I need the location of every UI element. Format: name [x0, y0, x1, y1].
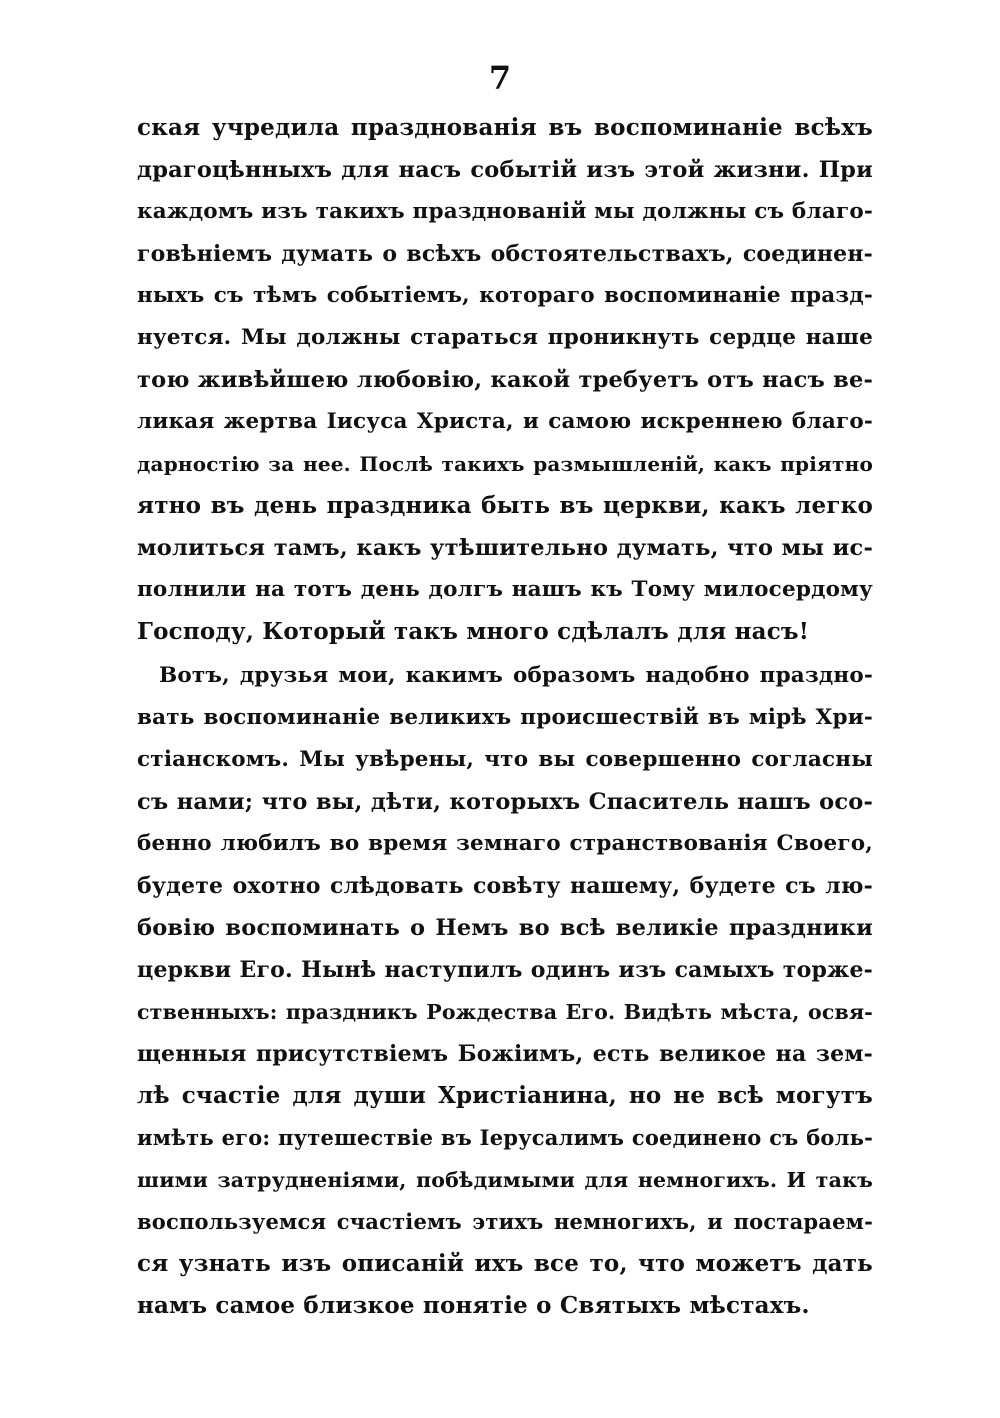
text-line: каждомъ изъ такихъ празднованій мы должны съ благо-: [137, 199, 873, 224]
text-line: драгоцѣнныхъ для насъ событій изъ этой жизни. При: [137, 157, 873, 183]
text-line: намъ самое близкое понятіе о Святыхъ мѣстахъ.: [137, 1292, 810, 1319]
text-line: ныхъ съ тѣмъ событіемъ, котораго воспоминаніе празд-: [137, 283, 873, 308]
text-line: дарностію за нее. Послѣ такихъ размышленій, какъ пріятно: [137, 452, 873, 476]
text-line: съ нами; что вы, дѣти, которыхъ Спаситель нашъ осо-: [137, 789, 873, 815]
text-line: бенно любилъ во время земнаго странствованія Своего,: [137, 831, 873, 856]
text-line: лѣ счастіе для души Христіанина, но не всѣ могутъ: [137, 1082, 873, 1109]
text-line: ликая жертва Іисуса Христа, и самою искреннею благо-: [137, 409, 873, 434]
text-line: шими затрудненіями, побѣдимыми для немногихъ. И такъ: [137, 1168, 873, 1192]
body-text: [137, 107, 873, 1327]
text-line: Вотъ, друзья мои, какимъ образомъ надобно праздно-: [159, 663, 873, 688]
text-line: стіанскомъ. Мы увѣрены, что вы совершенно согласны: [137, 747, 873, 772]
text-line: вать воспоминаніе великихъ происшествій въ мірѣ Хри-: [137, 705, 873, 730]
text-line: полнили на тотъ день долгъ нашъ къ Тому милосердому: [137, 577, 873, 602]
text-line: молиться тамъ, какъ утѣшительно думать, что мы ис-: [137, 535, 873, 561]
text-line: ся узнать изъ описаній ихъ все то, что можетъ дать: [137, 1250, 873, 1277]
text-line: нуется. Мы должны стараться проникнуть сердце наше: [137, 325, 873, 350]
text-line: будете охотно слѣдовать совѣту нашему, будете съ лю-: [137, 873, 873, 899]
text-line: говѣніемъ думать о всѣхъ обстоятельствахъ, соединен-: [137, 241, 873, 267]
text-line: Господу, Который такъ много сдѣлалъ для насъ!: [137, 618, 810, 645]
text-line: ская учредила празднованія въ воспоминаніе всѣхъ: [137, 114, 873, 141]
text-line: бовію воспоминать о Немъ во всѣ великіе праздники: [137, 915, 873, 941]
text-line: щенныя присутствіемъ Божіимъ, есть великое на зем-: [137, 1041, 873, 1067]
text-line: ятно въ день праздника быть въ церкви, какъ легко: [137, 492, 873, 519]
text-line: церкви Его. Нынѣ наступилъ одинъ изъ самыхъ торже-: [137, 957, 873, 983]
text-line: имѣть его: путешествіе въ Іерусалимъ соединено съ боль-: [137, 1125, 873, 1150]
paragraph-1: [137, 107, 873, 653]
page-number: 7: [488, 59, 512, 97]
paragraph-2: [137, 655, 873, 1327]
text-line: ственныхъ: праздникъ Рождества Его. Видѣть мѣста, освя-: [137, 1000, 873, 1024]
text-line: воспользуемся счастіемъ этихъ немногихъ, и постараем-: [137, 1209, 873, 1234]
text-line: тою живѣйшею любовію, какой требуетъ отъ насъ ве-: [137, 367, 873, 393]
